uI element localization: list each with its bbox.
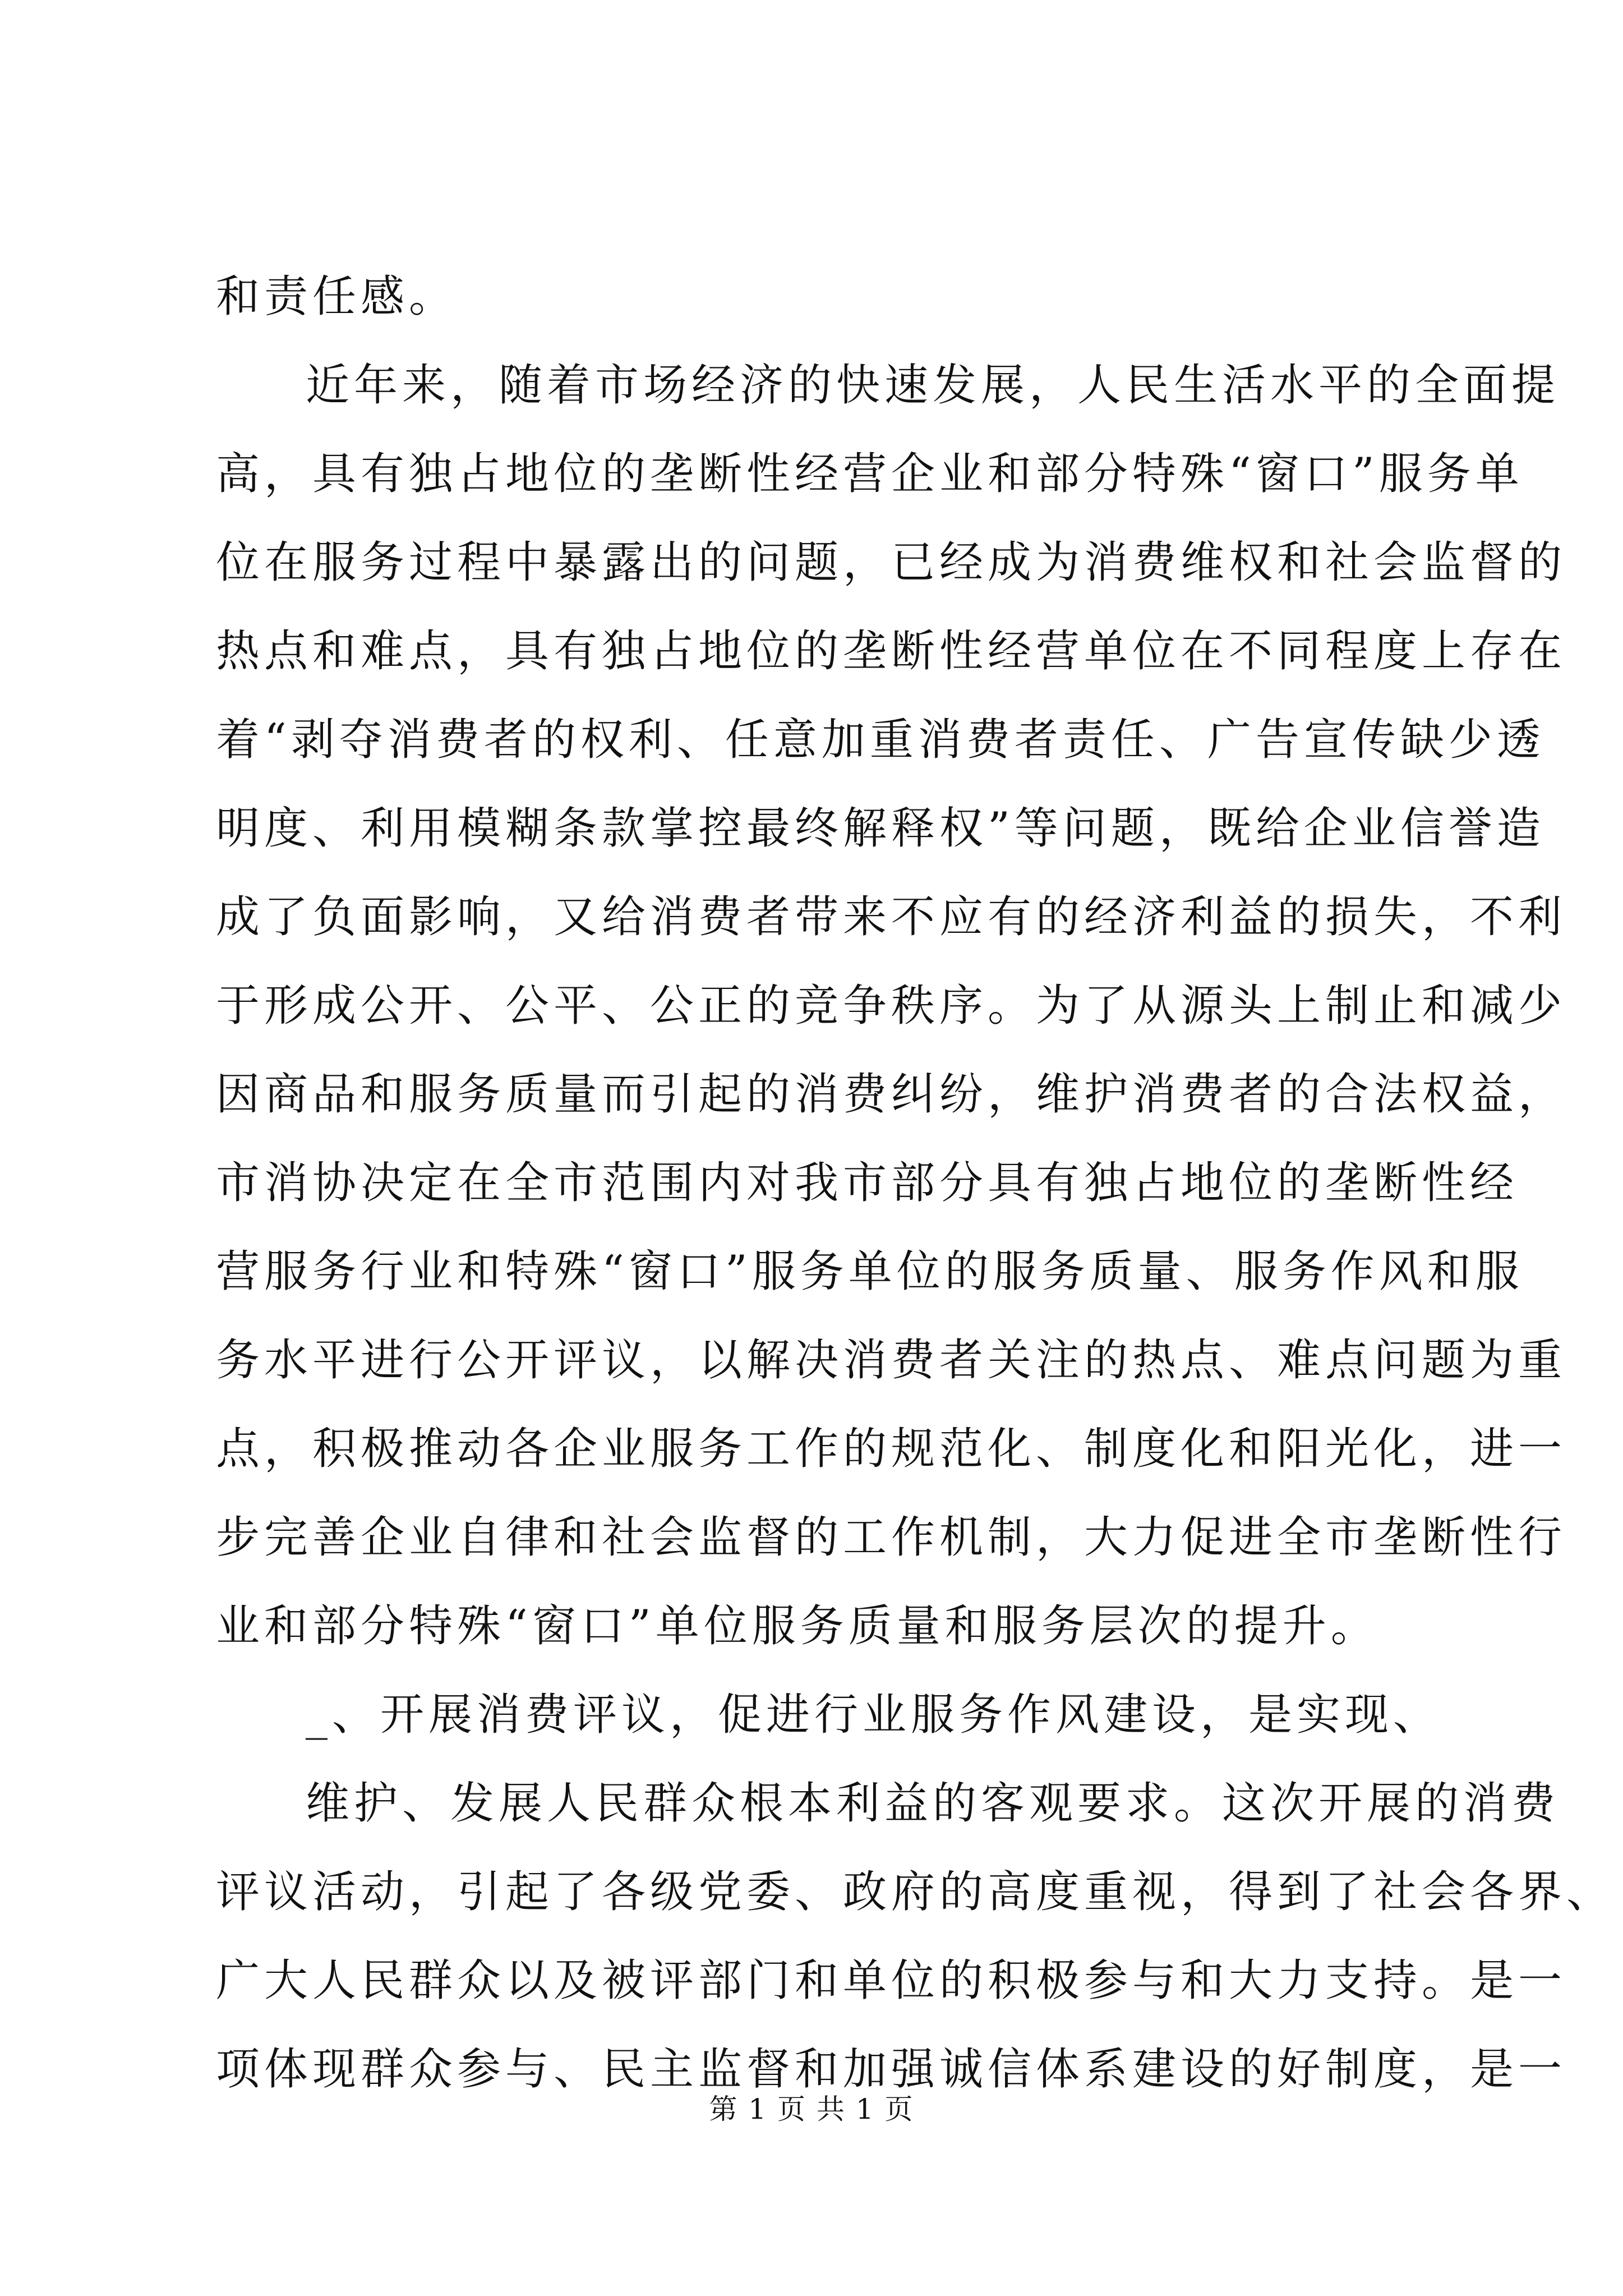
paragraph-end-line: 业和部分特殊“窗口”单位服务质量和服务层次的提升。: [216, 1601, 1379, 1651]
text-line: 评议活动，引起了各级党委、政府的高度重视，得到了社会各界、: [216, 1867, 1615, 1917]
page-number-footer: 第 1 页 共 1 页: [709, 2093, 914, 2125]
text-line: 高，具有独占地位的垄断性经营企业和部分特殊“窗口”服务单: [216, 449, 1524, 499]
text-line: 市消协决定在全市范围内对我市部分具有独占地位的垄断性经: [216, 1158, 1519, 1208]
text-line: 着“剥夺消费者的权利、任意加重消费者责任、广告宣传缺少透: [216, 715, 1545, 765]
text-line: 成了负面影响，又给消费者带来不应有的经济利益的损失，不利: [216, 892, 1567, 942]
text-line: 务水平进行公开评议，以解决消费者关注的热点、难点问题为重: [216, 1335, 1567, 1386]
text-line: 广大人民群众以及被评部门和单位的积极参与和大力支持。是一: [216, 1955, 1567, 2006]
text-line: 点，积极推动各企业服务工作的规范化、制度化和阳光化，进一: [216, 1424, 1567, 1474]
text-line: 明度、利用模糊条款掌控最终解释权”等问题，既给企业信誉造: [216, 803, 1545, 854]
paragraph-start-line: 近年来，随着市场经济的快速发展，人民生活水平的全面提: [306, 360, 1560, 411]
text-line: 步完善企业自律和社会监督的工作机制，大力促进全市垄断性行: [216, 1512, 1567, 1563]
text-line: 热点和难点，具有独占地位的垄断性经营单位在不同程度上存在: [216, 626, 1567, 677]
text-line: 因商品和服务质量而引起的消费纠纷，维护消费者的合法权益，: [216, 1069, 1567, 1120]
text-line: 和责任感。: [216, 272, 458, 322]
document-body: [216, 252, 1615, 2114]
text-line: 营服务行业和特殊“窗口”服务单位的服务质量、服务作风和服: [216, 1246, 1524, 1297]
paragraph-start-line: 维护、发展人民群众根本利益的客观要求。这次开展的消费: [306, 1778, 1560, 1829]
text-line: 项体现群众参与、民主监督和加强诚信体系建设的好制度，是一: [216, 2044, 1567, 2095]
section-heading-line: _、开展消费评议，促进行业服务作风建设，是实现、: [306, 1690, 1442, 1740]
text-line: 于形成公开、公平、公正的竞争秩序。为了从源头上制止和减少: [216, 981, 1567, 1031]
text-line: 位在服务过程中暴露出的问题，已经成为消费维权和社会监督的: [216, 537, 1567, 588]
